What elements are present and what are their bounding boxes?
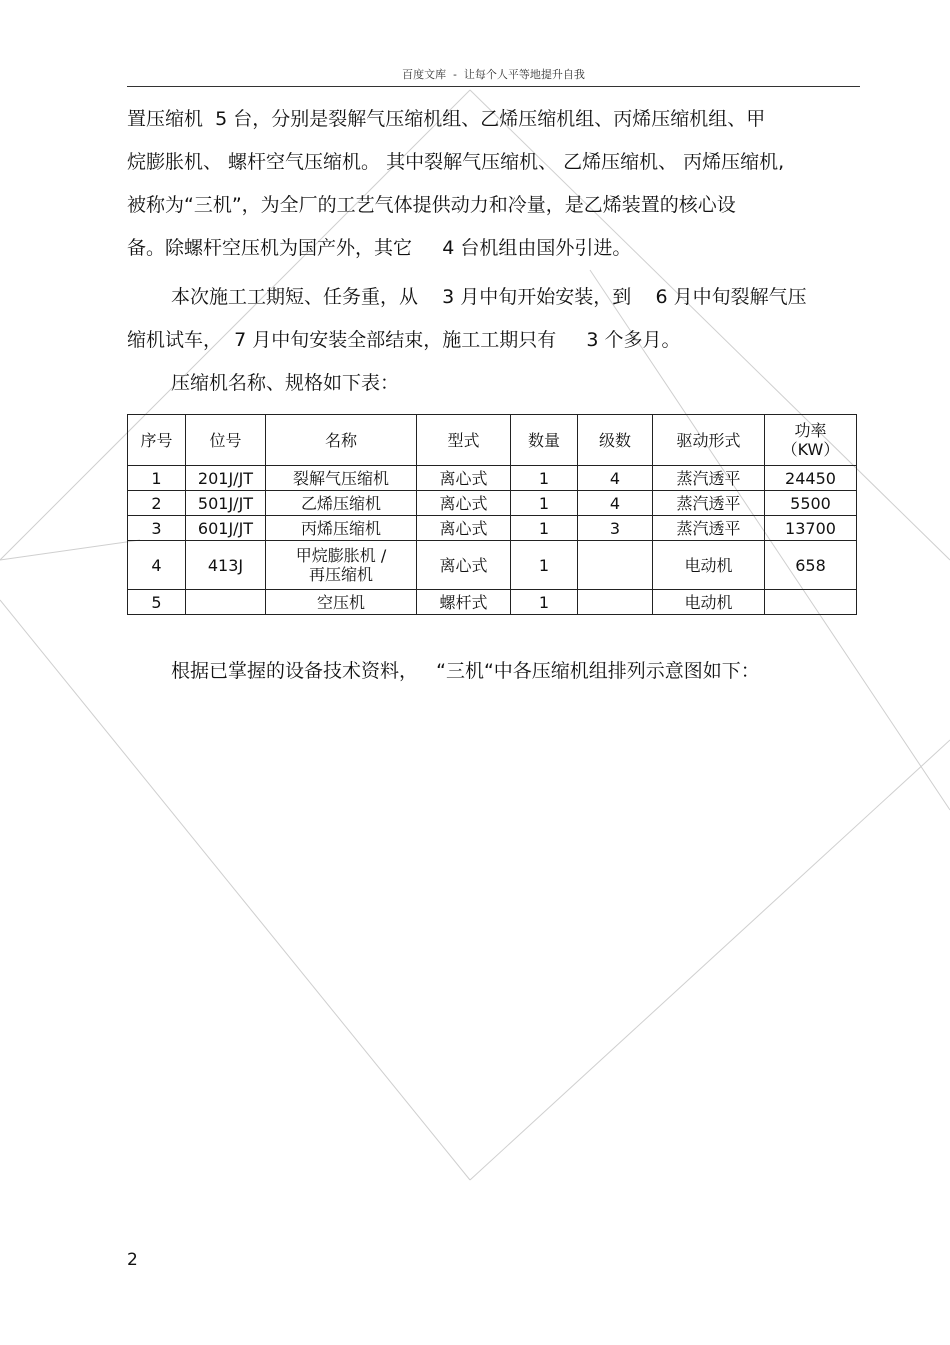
table-cell: 658 xyxy=(765,541,857,590)
table-cell xyxy=(578,541,653,590)
table-cell: 601J/JT xyxy=(186,516,266,541)
table-cell: 1 xyxy=(511,491,578,516)
table-cell: 1 xyxy=(511,516,578,541)
table-cell: 5500 xyxy=(765,491,857,516)
table-row xyxy=(128,491,857,516)
text-line: 烷膨胀机、 螺杆空气压缩机。 其中裂解气压缩机、 乙烯压缩机、 丙烯压缩机, xyxy=(127,151,785,173)
table-cell: 丙烯压缩机 xyxy=(266,516,417,541)
text-line: 被称为“三机”，为全厂的工艺气体提供动力和冷量，是乙烯装置的核心设 xyxy=(127,194,736,216)
table-cell: 空压机 xyxy=(266,590,417,615)
table-cell: 裂解气压缩机 xyxy=(266,466,417,491)
table-cell: 乙烯压缩机 xyxy=(266,491,417,516)
table-cell: 3 xyxy=(578,516,653,541)
table-cell: 1 xyxy=(128,466,186,491)
text-line: 本次施工工期短、任务重，从 3 月中旬开始安装，到 6 月中旬裂解气压 xyxy=(171,286,807,308)
header-cell: 级数 xyxy=(578,415,653,466)
table-cell-name: 甲烷膨胀机 / 再压缩机 xyxy=(266,541,417,590)
table-cell xyxy=(186,590,266,615)
table-cell: 5 xyxy=(128,590,186,615)
paragraph-compressor-intro xyxy=(127,98,860,270)
text-line: 备。除螺杆空压机为国产外，其它 4 台机组由国外引进。 xyxy=(127,237,632,259)
header-cell: 数量 xyxy=(511,415,578,466)
table-cell: 离心式 xyxy=(417,516,511,541)
table-cell: 1 xyxy=(511,541,578,590)
text-line: 置压缩机 5 台，分别是裂解气压缩机组、乙烯压缩机组、丙烯压缩机组、甲 xyxy=(127,108,766,130)
page-number: 2 xyxy=(127,1250,138,1270)
header-cell: 驱动形式 xyxy=(653,415,765,466)
table-cell: 3 xyxy=(128,516,186,541)
table-cell xyxy=(765,590,857,615)
table-row xyxy=(128,541,857,590)
table-cell: 201J/JT xyxy=(186,466,266,491)
table-cell: 4 xyxy=(578,466,653,491)
table-cell: 离心式 xyxy=(417,491,511,516)
table-cell: 螺杆式 xyxy=(417,590,511,615)
table-cell: 413J xyxy=(186,541,266,590)
table-row xyxy=(128,516,857,541)
table-cell: 24450 xyxy=(765,466,857,491)
paragraph-arrangement: 根据已掌握的设备技术资料， “三机“中各压缩机组排列示意图如下： xyxy=(171,660,760,682)
compressor-spec-table xyxy=(127,414,857,615)
table-cell: 4 xyxy=(128,541,186,590)
table-cell: 蒸汽透平 xyxy=(653,491,765,516)
table-cell: 4 xyxy=(578,491,653,516)
table-cell: 13700 xyxy=(765,516,857,541)
table-cell: 电动机 xyxy=(653,590,765,615)
text-line: 缩机试车， 7 月中旬安装全部结束，施工工期只有 3 个多月。 xyxy=(127,329,681,351)
header-cell: 序号 xyxy=(128,415,186,466)
table-cell: 2 xyxy=(128,491,186,516)
paragraph-schedule xyxy=(127,276,860,362)
table-cell: 1 xyxy=(511,466,578,491)
table-cell: 501J/JT xyxy=(186,491,266,516)
table-row xyxy=(128,590,857,615)
header-cell: 位号 xyxy=(186,415,266,466)
table-cell: 离心式 xyxy=(417,541,511,590)
page-header: 百度文库 - 让每个人平等地提升自我 xyxy=(127,66,860,87)
table-header-row xyxy=(128,415,857,466)
table-cell xyxy=(578,590,653,615)
header-cell-power: 功率 （KW） xyxy=(765,415,857,466)
table-caption: 压缩机名称、规格如下表： xyxy=(171,372,400,394)
table-cell: 蒸汽透平 xyxy=(653,516,765,541)
header-cell: 型式 xyxy=(417,415,511,466)
table-cell: 蒸汽透平 xyxy=(653,466,765,491)
table-cell: 离心式 xyxy=(417,466,511,491)
header-cell: 名称 xyxy=(266,415,417,466)
table-cell: 电动机 xyxy=(653,541,765,590)
table-row xyxy=(128,466,857,491)
table-cell: 1 xyxy=(511,590,578,615)
